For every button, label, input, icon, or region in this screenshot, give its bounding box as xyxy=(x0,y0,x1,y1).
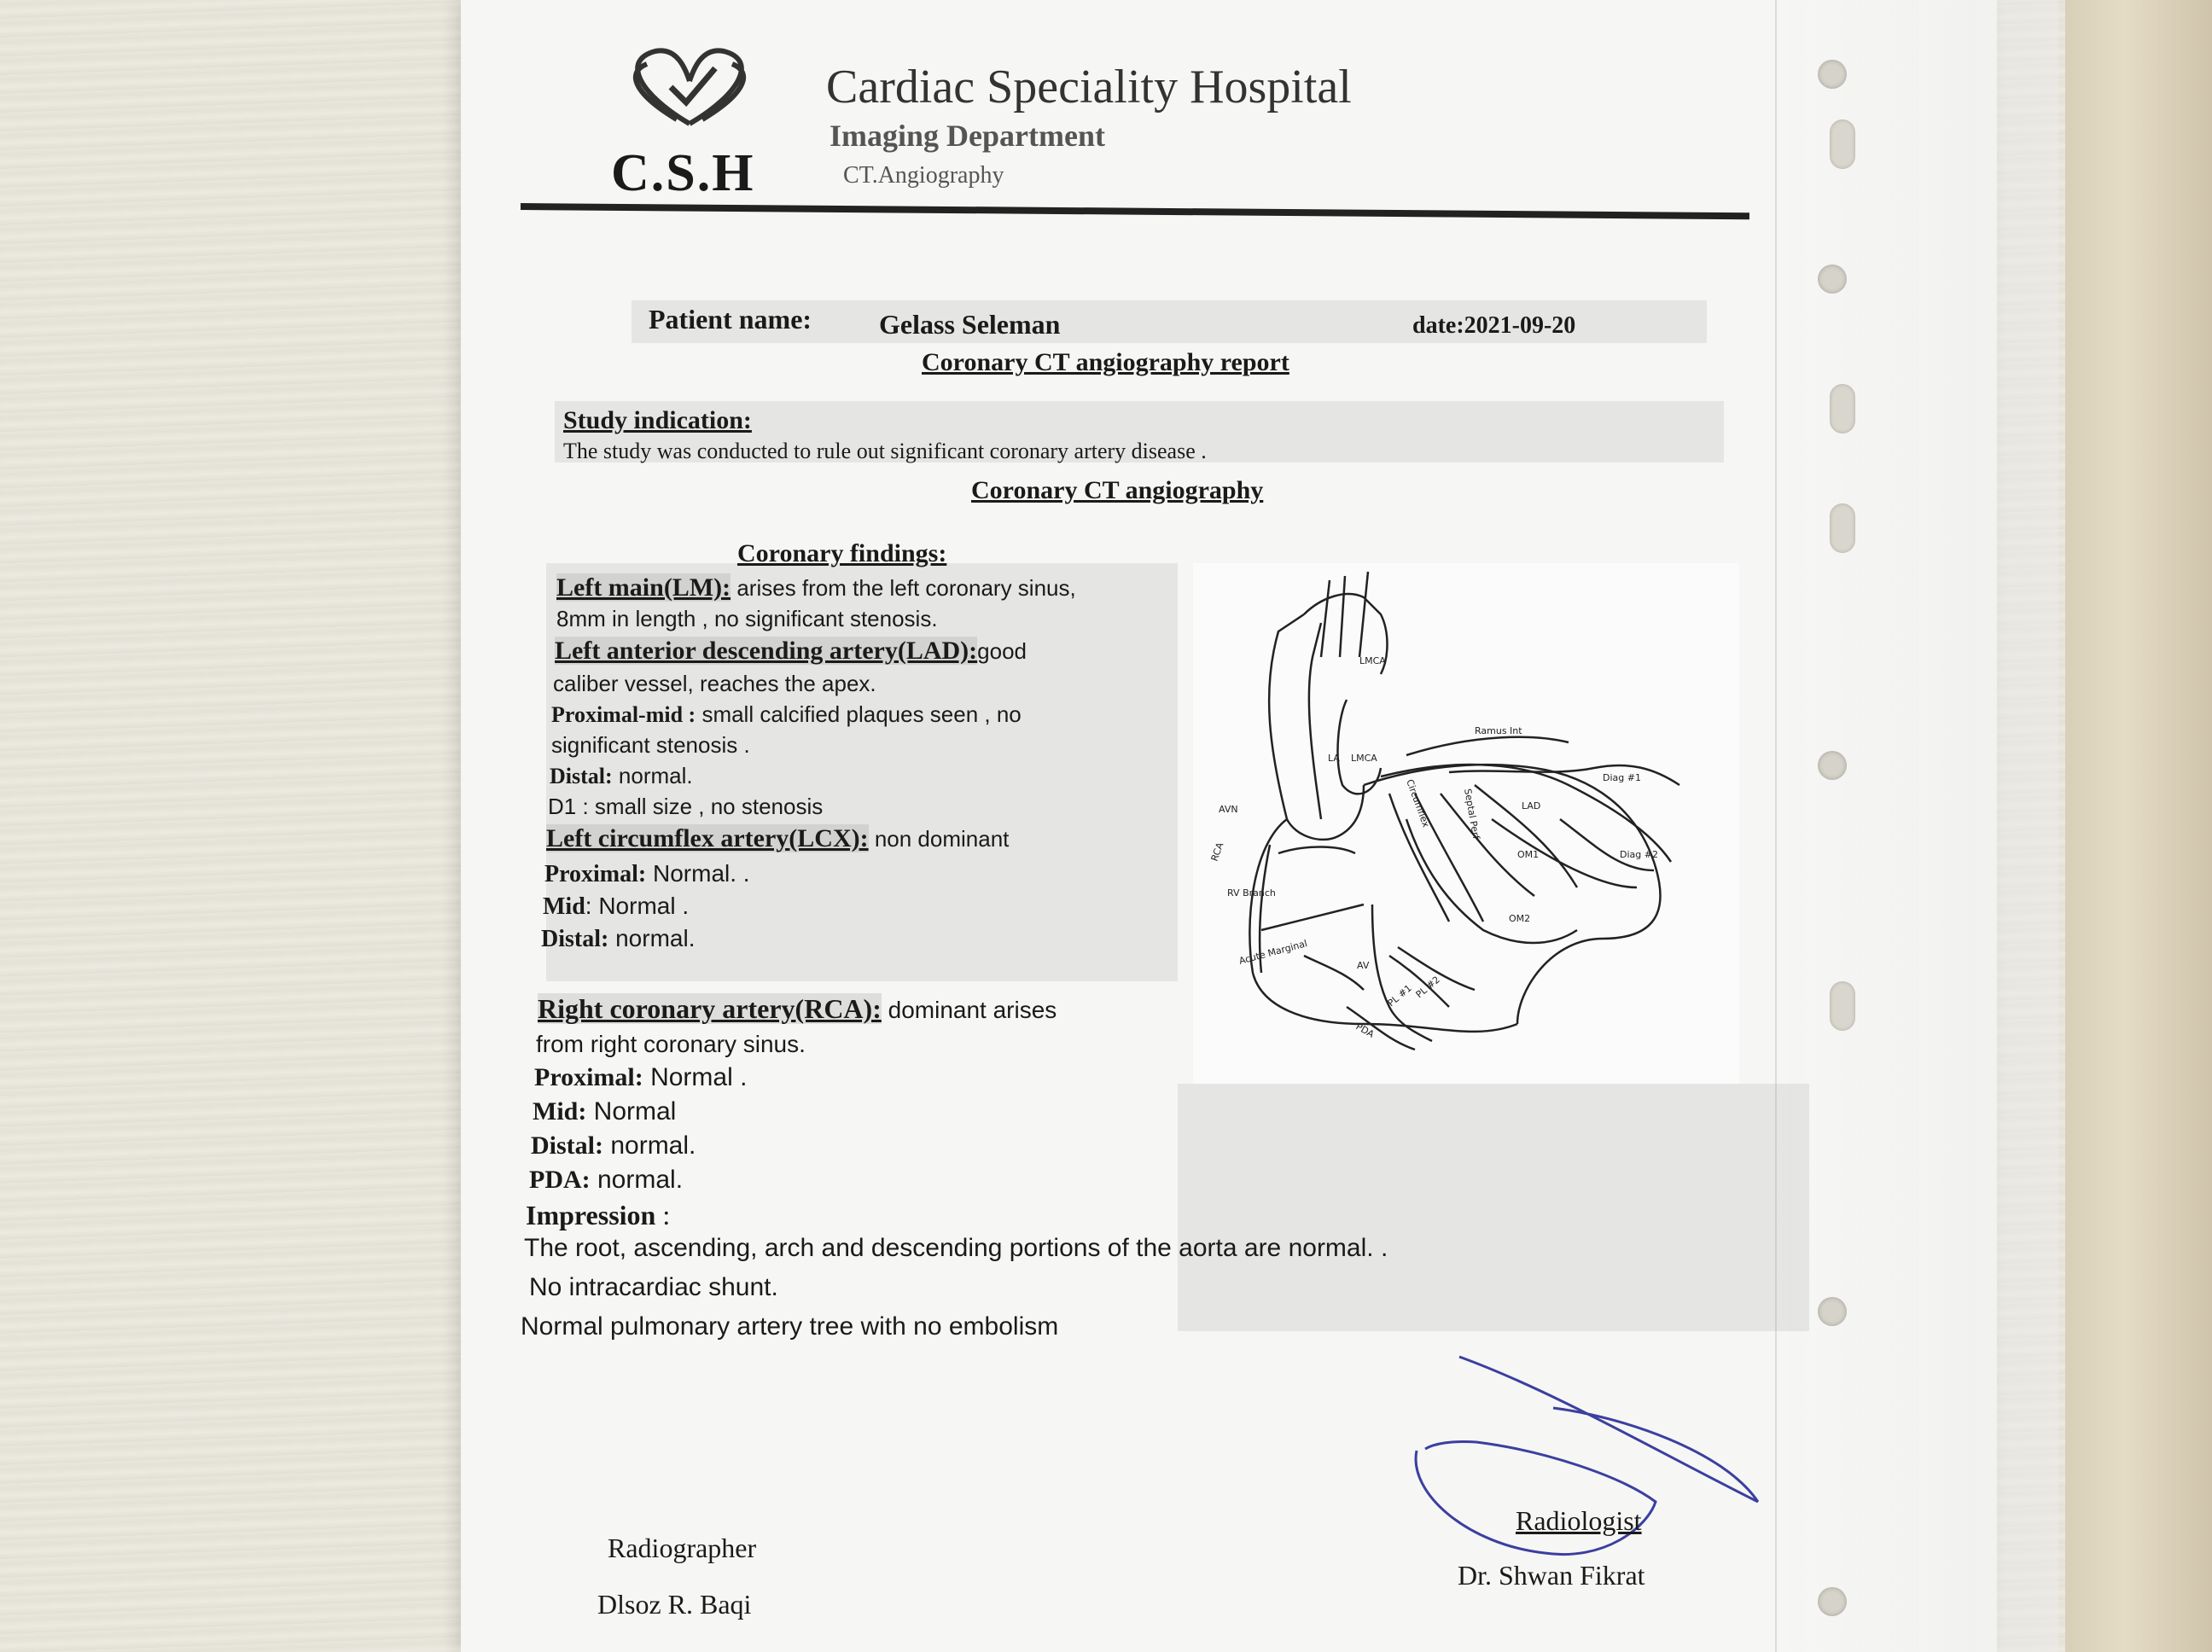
label-diag2: Diag #2 xyxy=(1620,849,1658,860)
binder-edge xyxy=(2065,0,2212,1652)
lad-label: Left anterior descending artery(LAD): xyxy=(555,637,978,665)
rca-pda-text: normal. xyxy=(590,1166,684,1194)
lm-label: Left main(LM): xyxy=(556,573,731,602)
lad-proximal-text: small calcified plaques seen , no xyxy=(696,701,1022,727)
lcx-line1 xyxy=(546,824,1009,853)
lad-line1 xyxy=(555,637,1027,666)
impression-line3: Normal pulmonary artery tree with no embolism xyxy=(521,1312,1059,1341)
lad-proximal-label: Proximal-mid : xyxy=(551,702,696,727)
rca-line1 xyxy=(538,993,1057,1025)
sleeve-hole xyxy=(1818,60,1847,89)
heart-logo-icon xyxy=(604,34,775,145)
coronary-anatomy-drawing xyxy=(1193,563,1739,1084)
label-lad: LAD xyxy=(1522,800,1541,811)
radiographer-label: Radiographer xyxy=(608,1533,757,1563)
label-lmca: LMCA xyxy=(1359,655,1386,666)
lcx-distal-label: Distal: xyxy=(541,926,609,952)
signature-scribble xyxy=(1400,1348,1775,1570)
label-ramus: Ramus Int xyxy=(1475,725,1522,736)
label-av: AV xyxy=(1357,960,1370,971)
impression-line xyxy=(526,1200,670,1231)
lad-d1: D1 : small size , no stenosis xyxy=(548,794,824,819)
label-pl1: PL #1 xyxy=(1385,982,1414,1009)
lm-text1: arises from the left coronary sinus, xyxy=(731,575,1076,601)
rca-distal-label: Distal: xyxy=(531,1131,603,1160)
label-om2: OM2 xyxy=(1509,913,1531,924)
plastic-sleeve xyxy=(1775,0,2058,1652)
rca-proximal-line xyxy=(534,1063,747,1092)
radiologist-name: Dr. Shwan Fikrat xyxy=(1458,1560,1645,1591)
sleeve-slot xyxy=(1830,981,1855,1031)
label-rca: RCA xyxy=(1208,841,1226,864)
label-circumflex: Circumflex xyxy=(1404,777,1432,829)
impression-line2: No intracardiac shunt. xyxy=(529,1273,778,1301)
radiographer-name: Dlsoz R. Baqi xyxy=(597,1589,752,1620)
shade-impression xyxy=(1178,1084,1809,1331)
rca-mid-text: Normal xyxy=(586,1097,677,1126)
study-indication-text: The study was conducted to rule out significant coronary artery disease . xyxy=(563,439,1207,463)
unit-name: CT.Angiography xyxy=(843,162,1004,189)
rca-label: Right coronary artery(RCA): xyxy=(538,993,882,1024)
lad-text1: good xyxy=(977,638,1027,664)
rca-distal-line xyxy=(531,1131,696,1160)
logo-text: C.S.H xyxy=(611,144,755,202)
sleeve-hole xyxy=(1818,265,1847,294)
sleeve-hole xyxy=(1818,751,1847,780)
report-title: Coronary CT angiography report xyxy=(922,348,1289,376)
label-avn: AVN xyxy=(1219,804,1238,815)
label-acute-marginal: Acute Marginal xyxy=(1237,938,1309,967)
rca-pda-label: PDA: xyxy=(529,1166,591,1194)
lm-text2: 8mm in length , no significant stenosis. xyxy=(556,606,938,631)
rca-pda-line xyxy=(529,1166,683,1195)
label-lmca2: LMCA xyxy=(1351,753,1377,764)
heart-diagram xyxy=(1193,563,1739,1084)
label-om1: OM1 xyxy=(1517,849,1540,860)
rca-mid-label: Mid: xyxy=(533,1097,587,1126)
lcx-proximal-text: Normal. . xyxy=(646,860,750,887)
patient-name: Gelass Seleman xyxy=(879,309,1061,340)
findings-title: Coronary findings: xyxy=(737,539,947,567)
radiologist-label: Radiologist xyxy=(1516,1505,1642,1536)
sleeve-slot xyxy=(1830,384,1855,433)
lcx-distal-line xyxy=(541,925,695,953)
patient-name-label: Patient name: xyxy=(649,304,812,334)
lcx-distal-text: normal. xyxy=(608,925,696,951)
lcx-mid-text: : Normal . xyxy=(585,893,690,919)
lad-proximal-text2: significant stenosis . xyxy=(551,732,750,758)
lcx-label: Left circumflex artery(LCX): xyxy=(546,824,869,852)
rca-proximal-label: Proximal: xyxy=(534,1063,643,1091)
rca-mid-line xyxy=(533,1097,676,1126)
lcx-proximal-label: Proximal: xyxy=(544,861,647,887)
section-title: Coronary CT angiography xyxy=(971,476,1264,504)
impression-colon: : xyxy=(655,1200,671,1230)
lcx-proximal-line xyxy=(544,860,750,888)
lad-distal-line xyxy=(550,763,693,789)
label-rv-branch: RV Branch xyxy=(1227,887,1276,899)
impression-label: Impression xyxy=(526,1200,656,1230)
rca-text2: from right coronary sinus. xyxy=(536,1031,806,1057)
department-name: Imaging Department xyxy=(830,119,1105,153)
report-date: date:2021-09-20 xyxy=(1412,312,1576,339)
lad-proximal-line xyxy=(551,701,1022,728)
study-indication-label: Study indication: xyxy=(563,406,752,434)
rca-distal-text: normal. xyxy=(603,1131,696,1160)
lm-line1 xyxy=(556,573,1076,602)
sleeve-slot xyxy=(1830,119,1855,169)
impression-line1: The root, ascending, arch and descending portions of the aorta are normal. . xyxy=(524,1234,1388,1262)
label-pda: PDA xyxy=(1353,1021,1377,1040)
sleeve-hole xyxy=(1818,1297,1847,1326)
label-diag1: Diag #1 xyxy=(1603,772,1641,783)
label-septal: Septal Perf xyxy=(1462,788,1482,841)
lad-distal-label: Distal: xyxy=(550,764,613,788)
lcx-mid-line xyxy=(543,893,689,921)
lcx-text: non dominant xyxy=(868,826,1010,852)
label-la: LA xyxy=(1328,753,1340,764)
hospital-name: Cardiac Speciality Hospital xyxy=(826,61,1352,113)
lad-text2: caliber vessel, reaches the apex. xyxy=(553,671,876,696)
lcx-mid-label: Mid xyxy=(543,893,585,920)
rca-proximal-text: Normal . xyxy=(643,1063,748,1091)
lad-distal-text: normal. xyxy=(612,763,693,788)
rca-text1: dominant arises xyxy=(881,997,1057,1023)
sleeve-hole xyxy=(1818,1587,1847,1616)
label-pl2: PL #2 xyxy=(1413,974,1442,1001)
sleeve-slot xyxy=(1830,503,1855,553)
